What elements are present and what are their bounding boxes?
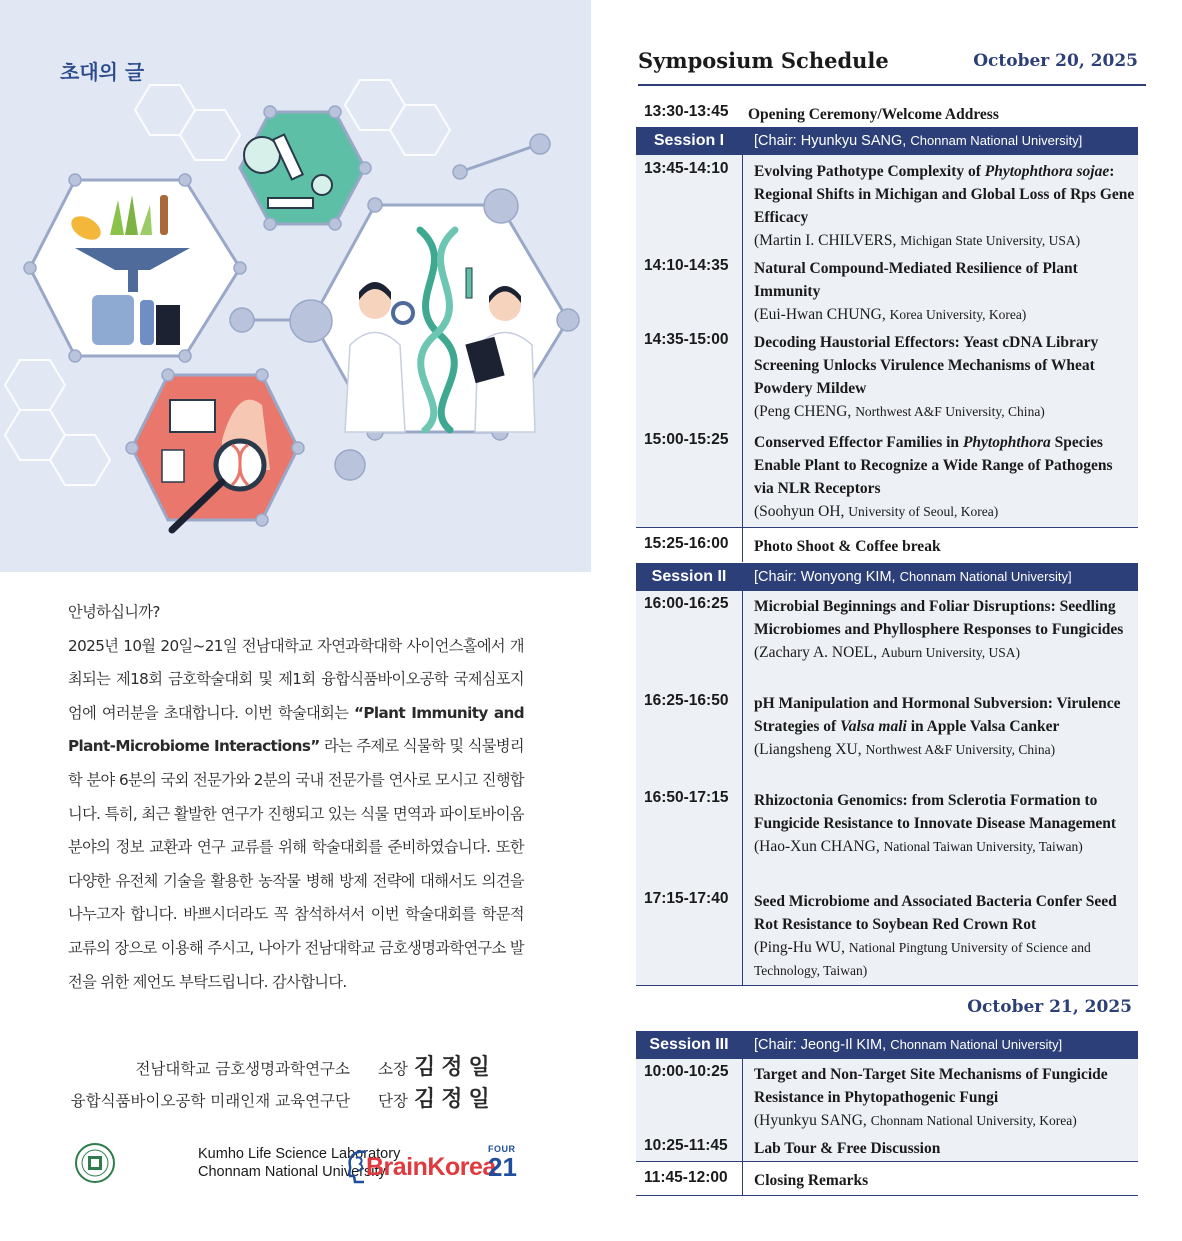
logo1-line2: Chonnam National University — [198, 1164, 386, 1180]
session-chair-aff: Chonnam National University] — [910, 133, 1083, 148]
letter-body-post: 라는 주제로 식물학 및 식물병리학 분야 6분의 국외 전문가와 2분의 국내 전문가를 연사로 모시고 진행합니다. 특히, 최근 활발한 연구가 진행되고 있는 식물 면역과 파이토바이옴 분야의 정보 교환과 연구 교류를 위해 학술대회를 준비하였습니다. 또한 다양한 유전체 기술을 활용한 농작물 병해 방제 전략에 대해서도 의견을 나누고자 합니다. 바쁘시더라도 꼭 참석하셔서 이번 학술대회를 학문적 교류의 장으로 이용해 주시고, 나아가 전남대학교 금호생명과학연구소 발전을 위한 제언도 부탁드립니다. 감사합니다. — [68, 737, 524, 991]
session-1-block — [636, 155, 1138, 528]
row-title: Photo Shoot & Coffee break — [754, 538, 941, 555]
session-chair-aff: Chonnam National University] — [899, 569, 1072, 584]
talk-text — [754, 160, 1136, 252]
signature-row — [135, 1050, 496, 1081]
speaker-name: (Hyunkyu SANG, — [754, 1112, 871, 1129]
talk-title-part: Conserved Effector Families in — [754, 434, 963, 451]
session-1-header — [636, 127, 1138, 155]
signature-name: 김정일 — [414, 1055, 496, 1080]
talk-title — [754, 595, 1136, 641]
session-chair — [754, 569, 1072, 585]
session-chair-name: [Chair: Jeong-Il KIM, — [754, 1037, 891, 1053]
letter-greeting: 안녕하십니까? — [68, 603, 160, 621]
talk-time: 14:10-14:35 — [644, 257, 729, 274]
speaker-affiliation: University of Seoul, Korea) — [848, 504, 999, 519]
column-divider — [742, 528, 743, 562]
schedule-title: Symposium Schedule — [638, 48, 889, 73]
speaker-affiliation: Northwest A&F University, China) — [855, 404, 1045, 419]
talk-text — [754, 692, 1136, 761]
talk-time: 17:15-17:40 — [644, 890, 729, 907]
session-chair-aff: Chonnam National University] — [890, 1037, 1063, 1052]
signature-row — [70, 1082, 496, 1113]
talk-time: 13:45-14:10 — [644, 160, 729, 177]
talk-speaker — [754, 500, 1136, 523]
letter-body — [68, 630, 524, 1000]
talk-text — [754, 331, 1136, 423]
talk-time: 15:00-15:25 — [644, 431, 729, 448]
speaker-affiliation: Michigan State University, USA) — [900, 233, 1081, 248]
signature-role: 단장 — [378, 1092, 408, 1110]
talk-title-part: Evolving Pathotype Complexity of — [754, 163, 985, 180]
session-chair-name: [Chair: Wonyong KIM, — [754, 569, 900, 585]
talk-title-italic: Phytophthora — [962, 434, 1051, 451]
talk-time: 16:50-17:15 — [644, 789, 729, 806]
row-title: Opening Ceremony/Welcome Address — [748, 106, 999, 123]
talk-title-part: : Regional Shifts in Michigan and Global Loss of Rps Gene Efficacy — [754, 163, 1135, 226]
talk-title — [754, 692, 1136, 738]
talk-title — [754, 431, 1136, 500]
talk-title-part: Rhizoctonia Genomics: from Sclerotia Formation to Fungicide Resistance to Innovate Disease Management — [754, 792, 1117, 832]
talk-title-italic: Phytophthora sojae — [984, 163, 1110, 180]
session-label: Session II — [651, 568, 727, 585]
row-time: 13:30-13:45 — [644, 103, 729, 120]
speaker-name: (Zachary A. NOEL, — [754, 644, 881, 661]
hero-illustration — [0, 0, 591, 572]
letter-body-pre: 2025년 10월 20일~21일 전남대학교 자연과학대학 사이언스홀에서 개최되는 제18회 금호학술대회 및 제1회 융합식품바이오공학 국제심포지엄에 여러분을 초대합니다. 이번 학술대회는 — [68, 636, 524, 722]
talk-text — [754, 789, 1136, 858]
logo2-text: BrainKorea — [366, 1153, 496, 1181]
speaker-name: (Martin I. CHILVERS, — [754, 232, 901, 249]
session-2-header — [636, 563, 1138, 591]
speaker-name: (Peng CHENG, — [754, 403, 856, 420]
talk-speaker — [754, 936, 1136, 982]
schedule-day2-date: October 21, 2025 — [967, 997, 1132, 1017]
speaker-affiliation: National Taiwan University, Taiwan) — [883, 839, 1083, 854]
column-divider — [742, 1162, 743, 1196]
talk-title-part: Seed Microbiome and Associated Bacteria Confer Seed Rot Resistance to Soybean Red Crown Rot — [754, 893, 1117, 933]
talk-text — [754, 431, 1136, 523]
row-title: Closing Remarks — [754, 1172, 869, 1189]
talk-title — [754, 160, 1136, 229]
brainkorea21-logo — [346, 1140, 522, 1188]
signature-role: 소장 — [378, 1060, 408, 1078]
kumho-lab-logo — [74, 1142, 401, 1184]
talk-speaker — [754, 835, 1136, 858]
speaker-affiliation: Korea University, Korea) — [889, 307, 1027, 322]
speaker-affiliation: Chonnam National University, Korea) — [870, 1113, 1077, 1128]
talk-title-part: in Apple Valsa Canker — [906, 718, 1060, 735]
talk-speaker — [754, 1109, 1136, 1132]
logo2-four: FOUR — [488, 1144, 516, 1154]
session-chair — [754, 1037, 1062, 1053]
speaker-name: (Liangsheng XU, — [754, 741, 866, 758]
talk-text — [754, 1063, 1136, 1132]
signature-name: 김정일 — [414, 1087, 496, 1112]
talk-title-part: Natural Compound-Mediated Resilience of Plant Immunity — [754, 260, 1078, 300]
talk-time: 14:35-15:00 — [644, 331, 729, 348]
talk-speaker — [754, 738, 1136, 761]
talk-title-part: Microbial Beginnings and Foliar Disruptions: Seedling Microbiomes and Phyllosphere Responses to Fungicides — [754, 598, 1124, 638]
talk-title — [754, 331, 1136, 400]
talk-title-part: Target and Non-Target Site Mechanisms of Fungicide Resistance in Phytopathogenic Fungi — [754, 1066, 1108, 1106]
schedule-day1-date: October 20, 2025 — [973, 51, 1138, 71]
talk-title-italic: Valsa mali — [840, 718, 907, 735]
session-3-block — [636, 1059, 1138, 1162]
talk-title — [754, 890, 1136, 936]
session-label: Session III — [649, 1036, 729, 1053]
talk-speaker — [754, 303, 1136, 326]
talk-title-part: Species Enable Plant to Recognize a Wide Range of Pathogens via NLR Receptors — [754, 434, 1113, 497]
speaker-affiliation: National Pingtung University of Science and Technology, Taiwan) — [754, 940, 1091, 978]
talk-text — [754, 595, 1136, 664]
speaker-affiliation: Auburn University, USA) — [880, 645, 1020, 660]
session-label: Session I — [653, 132, 725, 149]
molecule-network-illustration — [0, 0, 591, 572]
schedule-header — [638, 48, 1146, 86]
talk-title-part: Decoding Haustorial Effectors: Yeast cDNA Library Screening Unlocks Virulence Mechanisms of Wheat Powdery Mildew — [754, 334, 1099, 397]
table-bottom-rule — [636, 1195, 1138, 1196]
talk-time: 10:00-10:25 — [644, 1063, 729, 1080]
session-3-header — [636, 1031, 1138, 1059]
talk-time: 16:25-16:50 — [644, 692, 729, 709]
row-time: 15:25-16:00 — [644, 535, 729, 552]
speaker-name: (Hao-Xun CHANG, — [754, 838, 884, 855]
signature-org: 전남대학교 금호생명과학연구소 — [135, 1060, 350, 1078]
talk-text — [754, 890, 1136, 982]
logo2-number: 21 — [488, 1152, 517, 1182]
logo1-line1: Kumho Life Science Laboratory — [198, 1146, 401, 1162]
invitation-heading: 초대의 글 — [60, 60, 145, 84]
talk-title-part: pH Manipulation and Hormonal Subversion: Virulence Strategies of — [754, 695, 1121, 735]
talk-speaker — [754, 229, 1136, 252]
talk-title — [754, 1063, 1136, 1109]
row-time: 11:45-12:00 — [644, 1169, 728, 1186]
row-time: 10:25-11:45 — [644, 1137, 728, 1154]
talk-time: 16:00-16:25 — [644, 595, 729, 612]
university-seal-icon — [74, 1142, 116, 1184]
talk-title — [754, 257, 1136, 303]
speaker-name: (Ping-Hu WU, — [754, 939, 849, 956]
session-chair-name: [Chair: Hyunkyu SANG, — [754, 133, 911, 149]
talk-text — [754, 257, 1136, 326]
speaker-name: (Eui-Hwan CHUNG, — [754, 306, 890, 323]
talk-title — [754, 789, 1136, 835]
talk-speaker — [754, 400, 1136, 423]
speaker-name: (Soohyun OH, — [754, 503, 849, 520]
speaker-affiliation: Northwest A&F University, China) — [865, 742, 1056, 757]
invitation-letter — [68, 596, 524, 999]
row-title: Lab Tour & Free Discussion — [754, 1140, 941, 1157]
letter-body-highlight: “Plant Immunity and Plant-Microbiome Interactions” — [68, 703, 524, 756]
signature-org: 융합식품바이오공학 미래인재 교육연구단 — [70, 1092, 350, 1110]
session-2-block — [636, 591, 1138, 986]
talk-speaker — [754, 641, 1136, 664]
session-chair — [754, 133, 1082, 149]
